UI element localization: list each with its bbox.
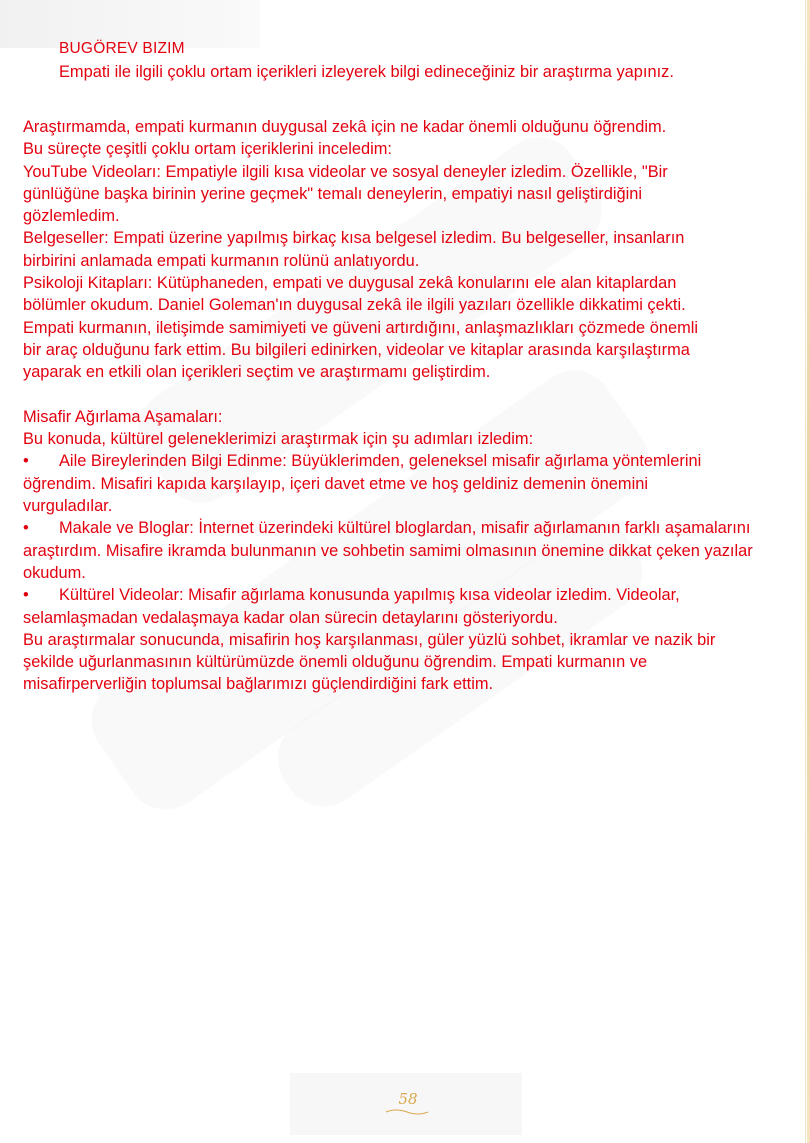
page-number: 58 [398, 1090, 418, 1108]
text-line: birbirini anlamada empati kurmanın rolünü anlatıyordu. [23, 251, 420, 270]
task-description: Empati ile ilgili çoklu ortam içerikleri izleyerek bilgi edineceğiniz bir araştırma yapınız. [59, 63, 674, 81]
bullet-item [23, 450, 808, 517]
text-line: araştırdım. Misafire ikramda bulunmanın ve sohbetin samimi olmasının önemine dikkat çeken yazılar [23, 541, 753, 560]
bullet-text: Aile Bireylerinden Bilgi Edinme: Büyüklerimden, geleneksel misafir ağırlama yöntemlerini [59, 452, 702, 471]
bullet-item [23, 517, 808, 584]
text-line: YouTube Videoları: Empatiyle ilgili kısa videolar ve sosyal deneyler izledim. Özellikle, "Bir [23, 162, 668, 181]
text-line: misafirperverliğin toplumsal bağlarımızı güçlendirdiğini fark ettim. [23, 675, 494, 694]
text-line: öğrendim. Misafiri kapıda karşılayıp, içeri davet etme ve hoş geldiniz demenin önemini [23, 474, 648, 493]
bullet-text: Kültürel Videolar: Misafir ağırlama konusunda yapılmış kısa videolar izledim. Videolar, [59, 586, 680, 605]
subsection-intro: Bu konuda, kültürel geleneklerimizi araştırmak için şu adımları izledim: [23, 430, 534, 449]
bullet-dot: • [23, 586, 29, 605]
page-number-ornament-icon [384, 1108, 430, 1116]
bullet-dot: • [23, 519, 29, 538]
text-line: bölümler okudum. Daniel Goleman'ın duygusal zekâ ile ilgili yazıları özellikle dikkatimi çekti. [23, 296, 686, 315]
text-line: vurguladılar. [23, 497, 113, 516]
text-line: yaparak en etkili olan içerikleri seçtim ve araştırmamı geliştirdim. [23, 363, 491, 382]
text-line: Araştırmamda, empati kurmanın duygusal zekâ için ne kadar önemli olduğunu öğrendim. [23, 118, 667, 136]
text-line: Belgeseller: Empati üzerine yapılmış birkaç kısa belgesel izledim. Bu belgeseller, insanların [23, 229, 685, 248]
research-paragraph [23, 116, 808, 384]
bullet-item [23, 584, 808, 629]
text-line: Psikoloji Kitapları: Kütüphaneden, empati ve duygusal zekâ konularını ele alan kitaplardan [23, 274, 677, 293]
bullet-text: Makale ve Bloglar: İnternet üzerindeki kültürel bloglardan, misafir ağırlamanın farklı aşamalarını [59, 519, 751, 538]
text-line: Empati kurmanın, iletişimde samimiyeti ve güveni artırdığını, anlaşmazlıkları çözmede önemli [23, 318, 699, 337]
paragraph-gap [23, 384, 808, 406]
text-line: günlüğüne başka birinin yerine geçmek" temalı deneylerin, empatiyi nasıl geliştirdiğini [23, 184, 642, 203]
text-line: gözlemledim. [23, 207, 120, 226]
text-line: bir araç olduğunu fark ettim. Bu bilgileri edinirken, videolar ve kitaplar arasında karşılaştırma [23, 340, 690, 359]
hospitality-section [23, 406, 808, 696]
text-line: selamlaşmadan vedalaşmaya kadar olan sürecin detaylarını gösteriyordu. [23, 608, 558, 627]
subsection-title: Misafir Ağırlama Aşamaları: [23, 407, 223, 426]
document-body [23, 116, 808, 696]
bullet-dot: • [23, 452, 29, 471]
text-line: Bu araştırmalar sonucunda, misafirin hoş karşılanması, güler yüzlü sohbet, ikramlar ve nazik bir [23, 630, 716, 649]
section-title: BUGÖREV BIZIM [59, 40, 185, 57]
text-line: okudum. [23, 563, 86, 582]
text-line: Bu süreçte çeşitli çoklu ortam içeriklerini inceledim: [23, 140, 392, 159]
text-line: şekilde uğurlanmasının kültürümüzde önemli olduğunu öğrendim. Empati kurmanın ve [23, 653, 648, 672]
